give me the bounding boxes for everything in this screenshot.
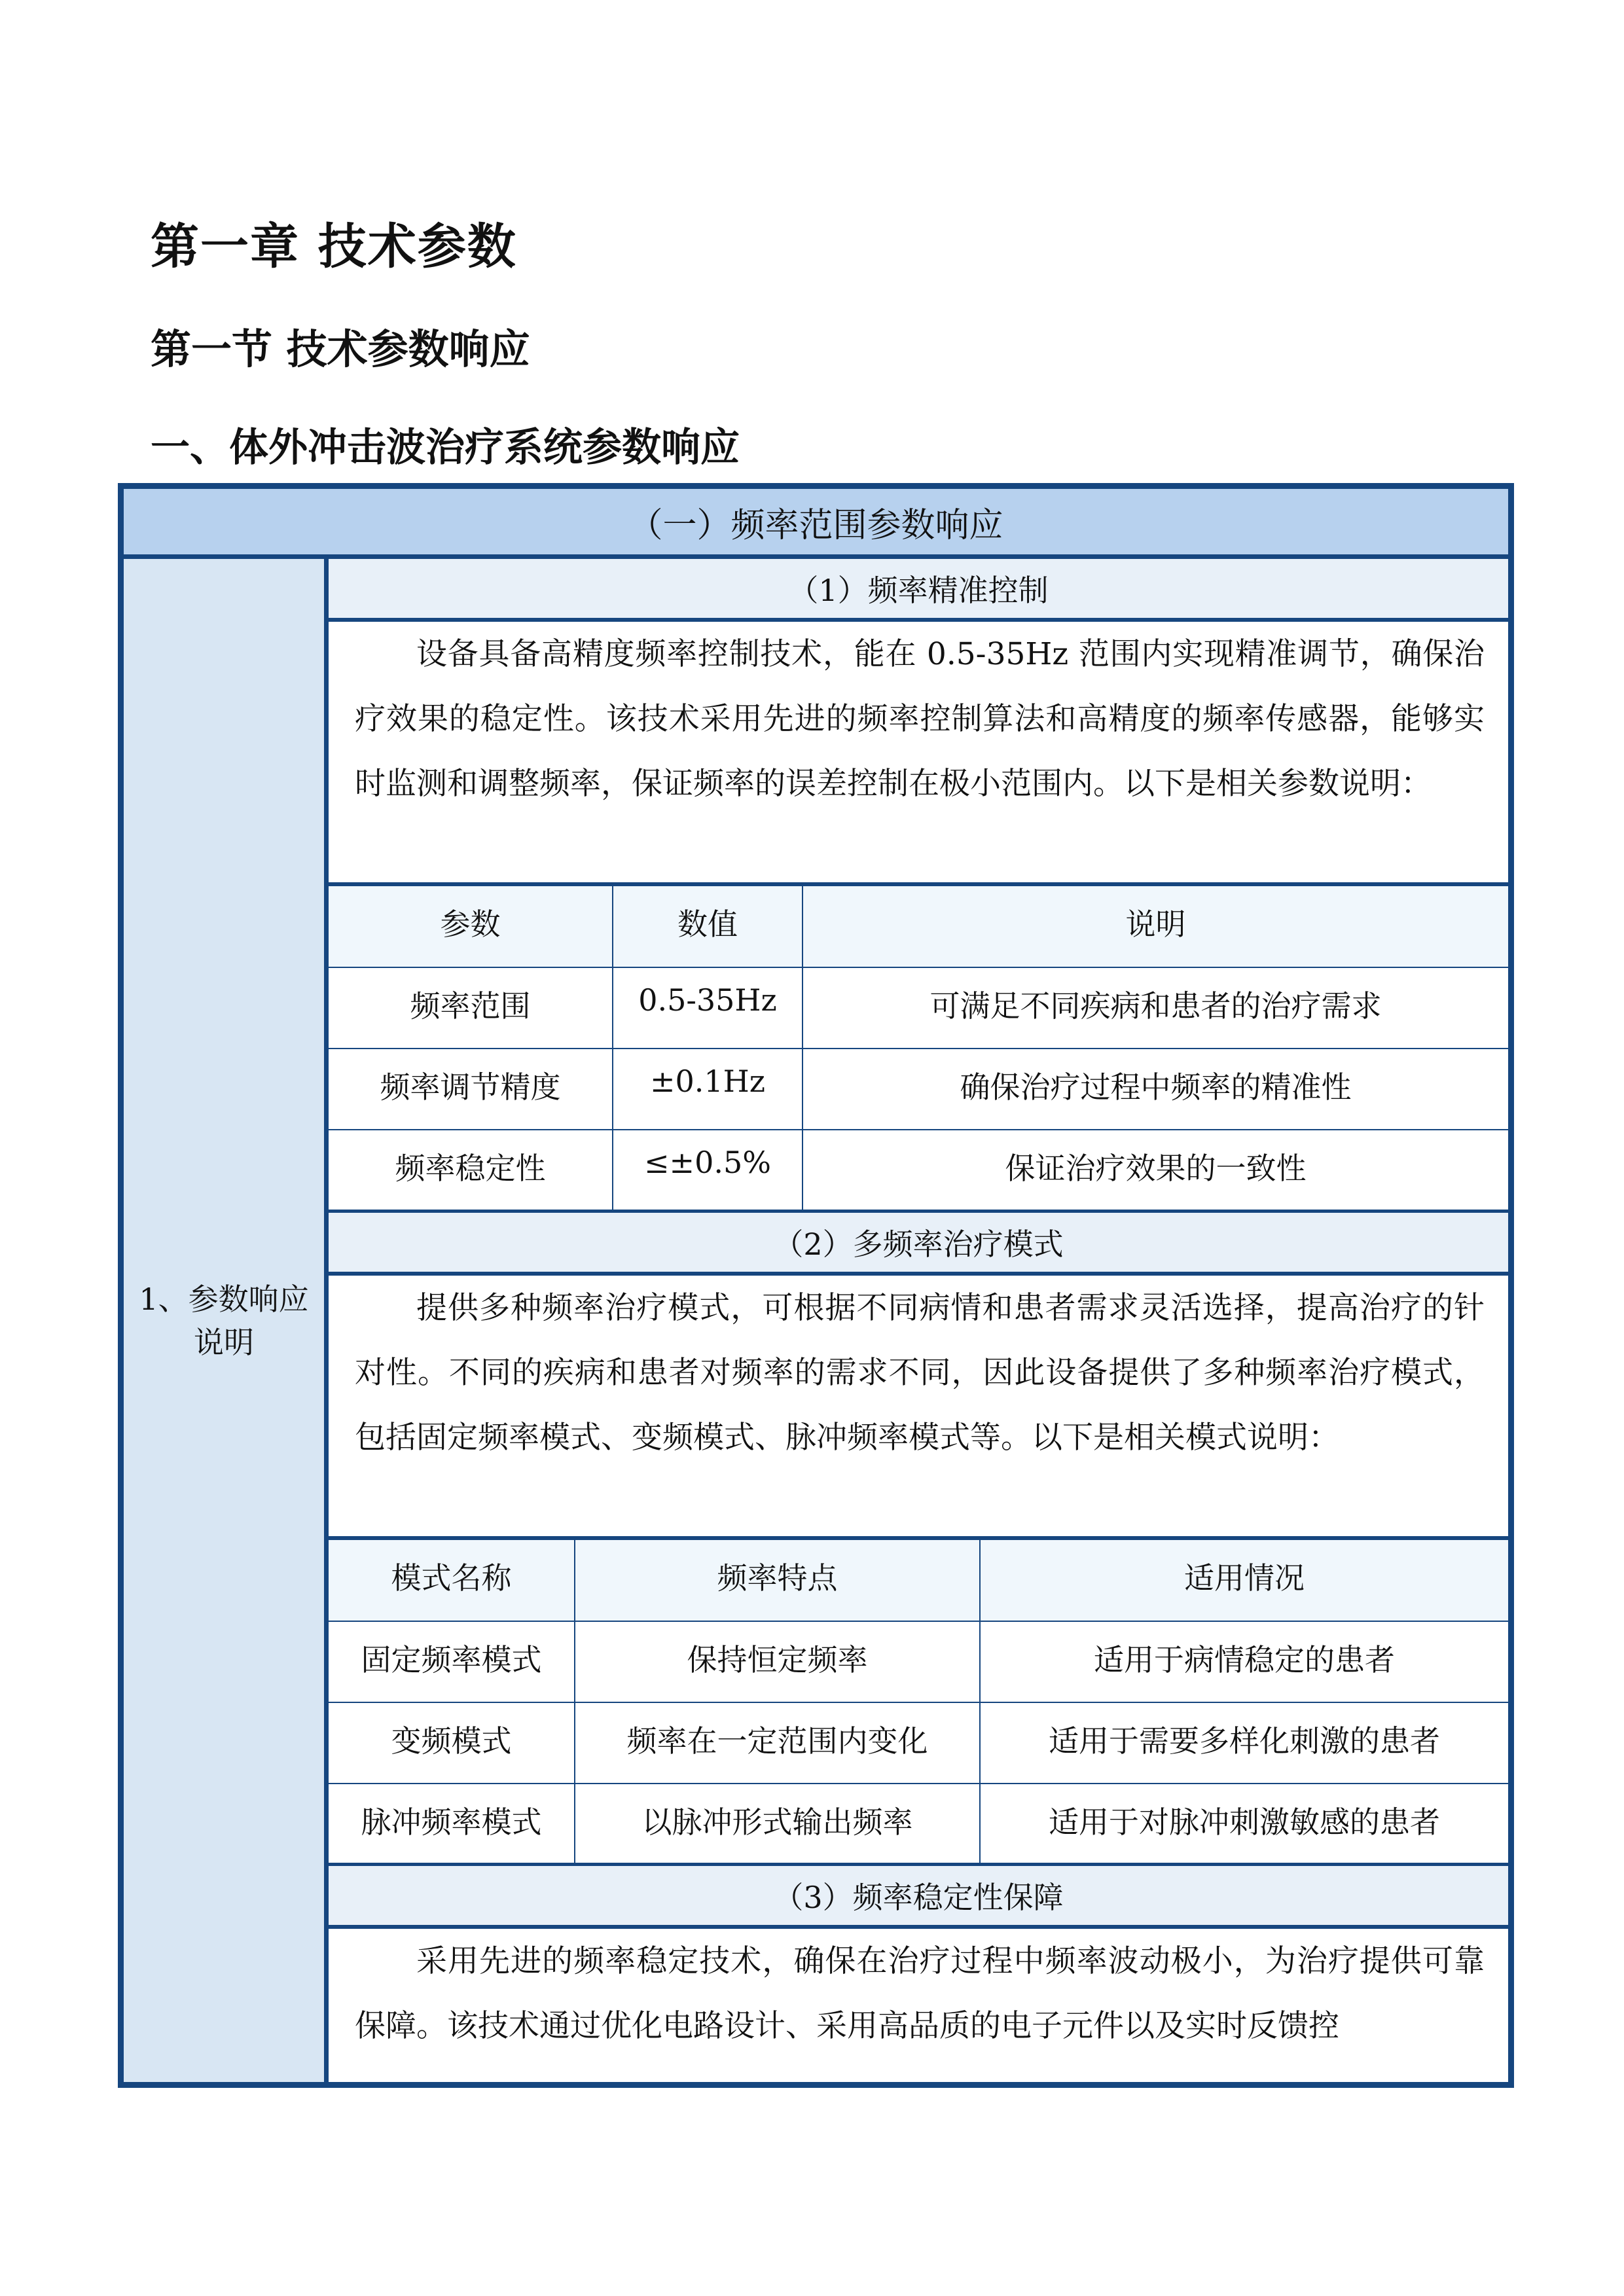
section-heading: （2）多频率治疗模式 xyxy=(329,1213,1508,1276)
table-header-row xyxy=(329,886,1508,967)
table-title: （一）频率范围参数响应 xyxy=(124,489,1508,559)
column-header: 说明 xyxy=(803,886,1508,967)
column-header: 模式名称 xyxy=(329,1540,575,1621)
table-cell: 频率范围 xyxy=(329,967,613,1049)
table-cell: 以脉冲形式输出频率 xyxy=(575,1784,980,1865)
table-row xyxy=(329,1130,1508,1211)
table-cell: 适用于病情稳定的患者 xyxy=(980,1621,1508,1702)
chapter-title: 第一章 技术参数 xyxy=(151,219,517,275)
section-heading: （1）频率精准控制 xyxy=(329,559,1508,622)
section-heading: （3）频率稳定性保障 xyxy=(329,1866,1508,1929)
table-cell: 频率稳定性 xyxy=(329,1130,613,1211)
table-row xyxy=(329,1049,1508,1130)
left-label: 1、参数响应说明 xyxy=(124,559,329,2082)
column-header: 频率特点 xyxy=(575,1540,980,1621)
section-paragraph: 设备具备高精度频率控制技术，能在 0.5-35Hz 范围内实现精准调节，确保治疗效果的稳定性。该技术采用先进的频率控制算法和高精度的频率传感器，能够实时监测和调整频率，保证频率的误差控制在极小范围内。以下是相关参数说明： xyxy=(329,622,1508,886)
frequency-mode-table xyxy=(329,1540,1508,1867)
table-cell: 固定频率模式 xyxy=(329,1621,575,1702)
table-cell: ≤±0.5% xyxy=(613,1130,803,1211)
table-header-row xyxy=(329,1540,1508,1621)
table-cell: ±0.1Hz xyxy=(613,1049,803,1130)
table-cell: 适用于对脉冲刺激敏感的患者 xyxy=(980,1784,1508,1865)
table-row xyxy=(329,1621,1508,1702)
table-cell: 适用于需要多样化刺激的患者 xyxy=(980,1702,1508,1784)
section-paragraph: 提供多种频率治疗模式，可根据不同病情和患者需求灵活选择，提高治疗的针对性。不同的疾病和患者对频率的需求不同，因此设备提供了多种频率治疗模式，包括固定频率模式、变频模式、脉冲频率模式等。以下是相关模式说明： xyxy=(329,1276,1508,1540)
subsection-title: 一、体外冲击波治疗系统参数响应 xyxy=(151,425,740,471)
table-cell: 变频模式 xyxy=(329,1702,575,1784)
column-header: 参数 xyxy=(329,886,613,967)
frequency-parameter-table xyxy=(329,886,1508,1213)
table-cell: 脉冲频率模式 xyxy=(329,1784,575,1865)
table-cell: 频率调节精度 xyxy=(329,1049,613,1130)
parameter-response-table xyxy=(118,483,1514,2088)
content-column xyxy=(329,559,1508,2082)
table-cell: 可满足不同疾病和患者的治疗需求 xyxy=(803,967,1508,1049)
table-row xyxy=(329,967,1508,1049)
column-header: 适用情况 xyxy=(980,1540,1508,1621)
table-row xyxy=(329,1702,1508,1784)
table-cell: 确保治疗过程中频率的精准性 xyxy=(803,1049,1508,1130)
table-row xyxy=(329,1784,1508,1865)
table-cell: 保持恒定频率 xyxy=(575,1621,980,1702)
section-paragraph: 采用先进的频率稳定技术，确保在治疗过程中频率波动极小，为治疗提供可靠保障。该技术通过优化电路设计、采用高品质的电子元件以及实时反馈控 xyxy=(355,1943,1485,2044)
column-header: 数值 xyxy=(613,886,803,967)
table-cell: 保证治疗效果的一致性 xyxy=(803,1130,1508,1211)
section-title: 第一节 技术参数响应 xyxy=(151,325,530,373)
table-cell: 频率在一定范围内变化 xyxy=(575,1702,980,1784)
table-cell: 0.5-35Hz xyxy=(613,967,803,1049)
